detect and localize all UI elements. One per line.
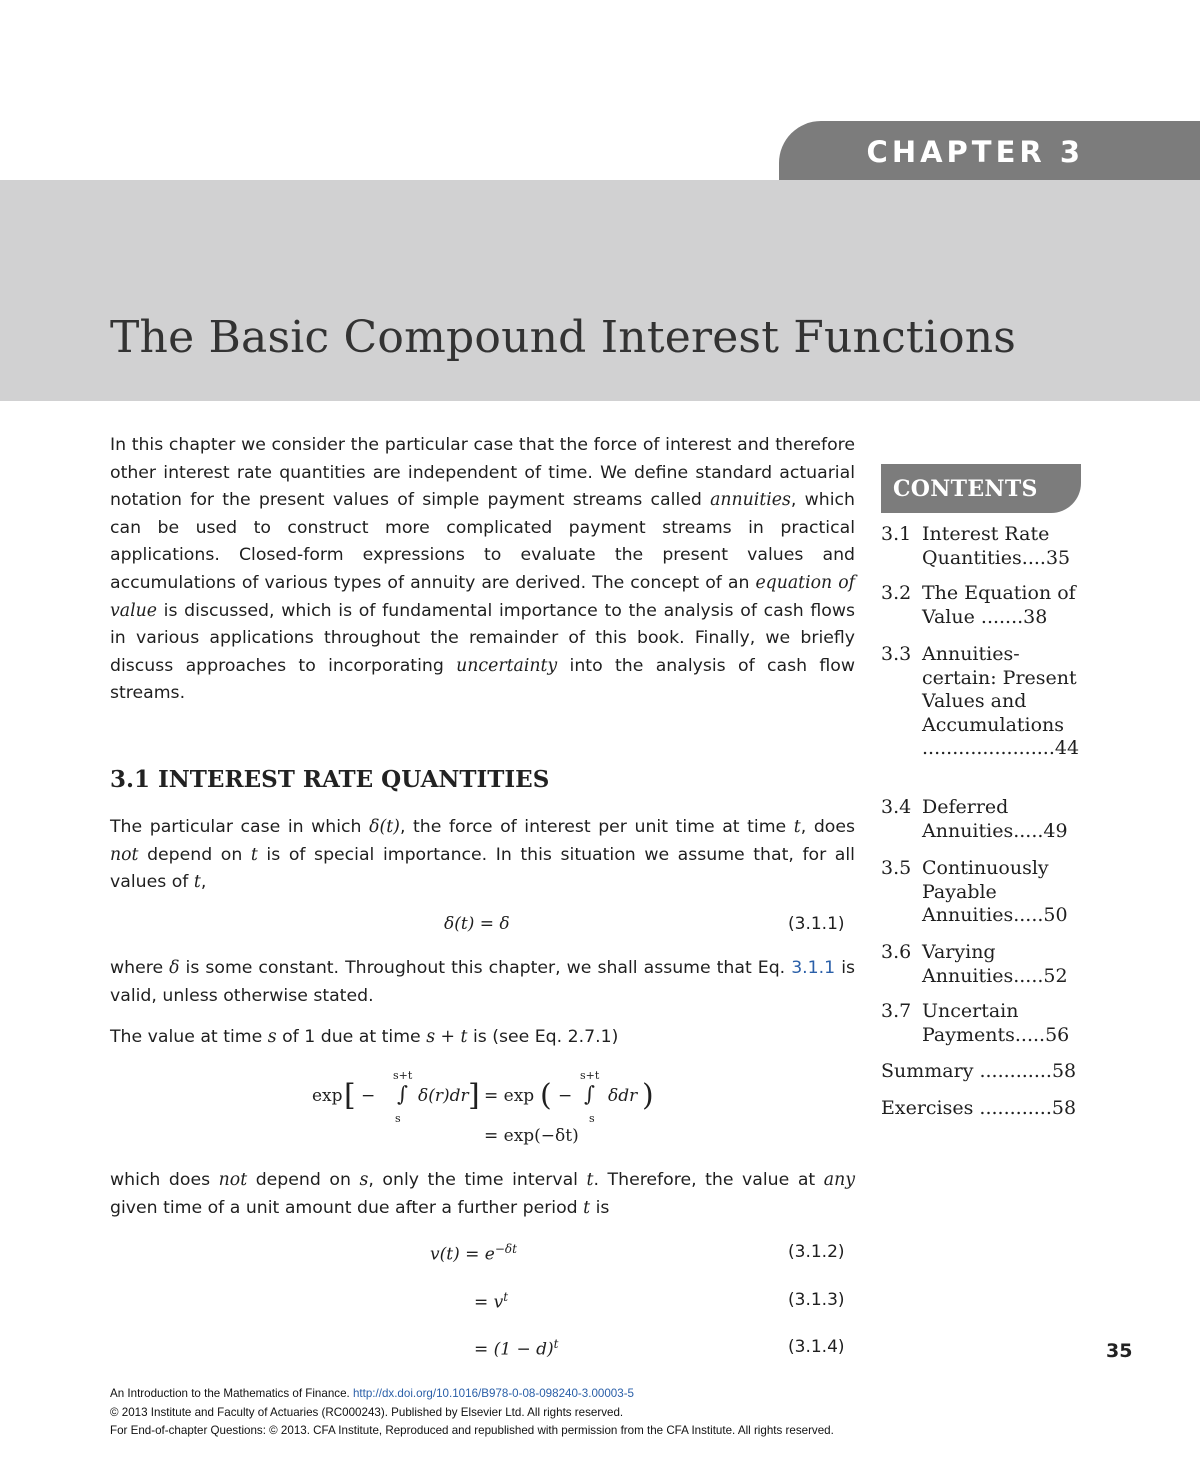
contents-item-number: 3.5 (881, 857, 912, 879)
contents-item-number: 3.7 (881, 1000, 912, 1022)
doi-link[interactable]: http://dx.doi.org/10.1016/B978-0-08-098240-3.00003-5 (352, 1387, 635, 1400)
footer-citation: An Introduction to the Mathematics of Finance. http://dx.doi.org/10.1016/B978-0-08-098240-3.00003-5 (110, 1387, 635, 1400)
contents-item-deferred-annuities[interactable]: Deferred Annuities.....49 (922, 796, 1068, 842)
contents-item-number: 3.4 (881, 796, 912, 818)
chapter-title-band (0, 180, 1200, 401)
equation-3-1-3: = $v^t$ (474, 1290, 509, 1313)
contents-item-interest-rate-quantities[interactable]: Interest Rate Quantities....35 (922, 523, 1071, 569)
contents-header: CONTENTS (881, 464, 1081, 513)
contents-item-equation-of-value[interactable]: The Equation of Value .......38 (922, 582, 1076, 628)
paragraph-unit-amount: which does not depend on s, only the time interval t. Therefore, the value at any given time of a unit amount due after a further period t is (110, 1170, 855, 1218)
equation-3-1-4: = $(1 - d)^t$ (474, 1337, 559, 1360)
page-number: 35 (1106, 1340, 1133, 1362)
equation-reference-link[interactable]: 3.1.1 (791, 958, 836, 978)
section-heading: 3.1 INTEREST RATE QUANTITIES (110, 766, 550, 793)
equation-3-1-2: $v(t) = e^{-\delta t}$ (430, 1242, 517, 1265)
contents-item-annuities-certain[interactable]: Annuities-certain: Present Values and Accumulations ......................44 (922, 643, 1080, 759)
contents-item-continuously-payable[interactable]: Continuously Payable Annuities.....50 (922, 857, 1068, 926)
paragraph-value-at-time: The value at time s of 1 due at time s + t is (see Eq. 2.7.1) (110, 1027, 619, 1047)
chapter-title: The Basic Compound Interest Functions (110, 312, 1017, 363)
contents-item-summary[interactable]: Summary ............58 (881, 1060, 1077, 1082)
equation-3-1-1: δ(t) = δ (444, 914, 510, 934)
footer-cfa-notice: For End-of-chapter Questions: © 2013. CFA Institute, Reproduced and republished with permission from the CFA Institute. All rights reserved. (110, 1424, 834, 1437)
contents-item-uncertain-payments[interactable]: Uncertain Payments.....56 (922, 1000, 1070, 1046)
contents-item-number: 3.3 (881, 643, 912, 665)
contents-item-number: 3.6 (881, 941, 912, 963)
equation-number-3-1-3: (3.1.3) (788, 1290, 845, 1310)
equation-exponential-integral: exp [ − s+t ∫ s δ(r)dr ] = exp ( − s+t ∫ s δdr ) = exp(−δt) (312, 1069, 654, 1146)
paragraph-force-of-interest: The particular case in which δ(t), the force of interest per unit time at time t, does not depend on t is of special importance. In this situation we assume that, for all values of t, (110, 817, 855, 893)
contents-item-exercises[interactable]: Exercises ............58 (881, 1097, 1077, 1119)
equation-number-3-1-4: (3.1.4) (788, 1337, 845, 1357)
chapter-label: CHAPTER 3 (779, 121, 1200, 180)
footer-copyright: © 2013 Institute and Faculty of Actuaries (RC000243). Published by Elsevier Ltd. All rights reserved. (110, 1406, 624, 1419)
paragraph-constant-assumption: where δ is some constant. Throughout this chapter, we shall assume that Eq. 3.1.1 is valid, unless otherwise stated. (110, 958, 855, 1006)
equation-number-3-1-1: (3.1.1) (788, 914, 845, 934)
intro-paragraph: In this chapter we consider the particular case that the force of interest and therefore other interest rate quantities are independent of time. We define standard actuarial notation for the present values of simple payment streams called annuities, which can be used to construct more complicated payment streams in practical applications. Closed-form expressions to evaluate the present values and accumulations of various types of annuity are derived. The concept of an equation of value is discussed, which is of fundamental importance to the analysis of cash flows in various applications throughout the remainder of this book. Finally, we briefly discuss approaches to incorporating uncertainty into the analysis of cash flow streams. (110, 435, 856, 704)
equation-number-3-1-2: (3.1.2) (788, 1242, 845, 1262)
contents-item-varying-annuities[interactable]: Varying Annuities.....52 (922, 941, 1068, 987)
contents-item-number: 3.2 (881, 582, 912, 604)
contents-item-number: 3.1 (881, 523, 912, 545)
